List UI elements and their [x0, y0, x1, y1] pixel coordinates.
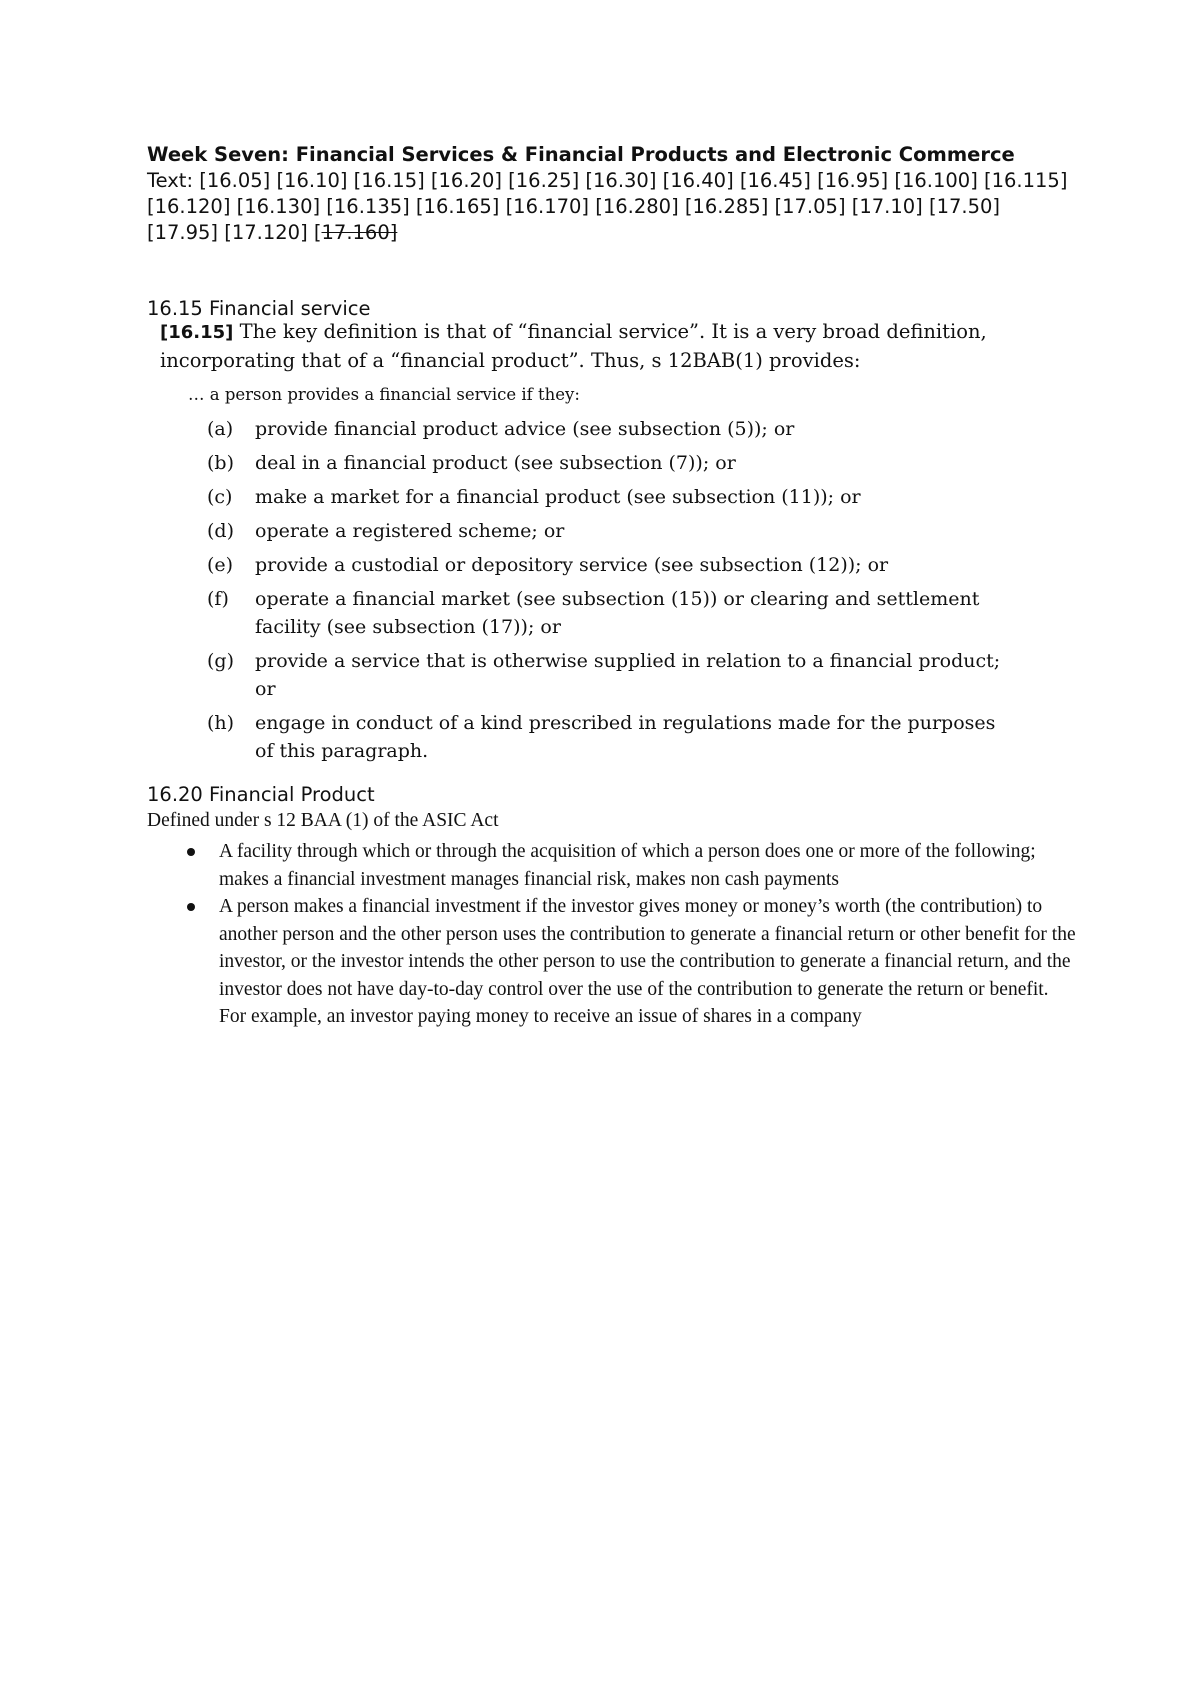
excerpt-lead-line: … a person provides a financial service if they:	[188, 385, 580, 404]
clause-text: deal in a financial product (see subsection (7)); or	[255, 452, 736, 474]
clause-item	[207, 517, 1060, 545]
clause-marker: (d)	[207, 520, 234, 542]
text-references	[147, 168, 1077, 246]
bullet-icon	[187, 903, 195, 911]
clause-text: engage in conduct of a kind prescribed in regulations made for the purposes of this paragraph.	[255, 712, 996, 762]
document-header	[147, 142, 1077, 246]
clause-item	[207, 483, 1060, 511]
excerpt-intro	[160, 318, 1040, 375]
clause-marker: (b)	[207, 452, 234, 474]
bullet-icon	[187, 848, 195, 856]
bullet-list	[147, 838, 1077, 1031]
excerpt-intro-text: The key definition is that of “financial service”. It is a very broad definition, incorporating that of a “financial product”. Thus, s 12BAB(1) provides:	[160, 320, 987, 372]
bullet-item	[147, 838, 1077, 893]
clause-text: provide financial product advice (see subsection (5)); or	[255, 418, 795, 440]
quoted-definition-excerpt	[160, 318, 1060, 771]
clause-item	[207, 415, 1060, 443]
clause-item	[207, 449, 1060, 477]
clause-text: provide a custodial or depository service (see subsection (12)); or	[255, 554, 889, 576]
bullet-text: A facility through which or through the acquisition of which a person does one or more of the following; makes a financial investment manages financial risk, makes non cash payments	[219, 841, 1036, 890]
clause-marker: (h)	[207, 712, 235, 734]
clause-item	[207, 551, 1060, 579]
clause-marker: (e)	[207, 554, 234, 576]
clause-text: operate a registered scheme; or	[255, 520, 565, 542]
section-heading-financial-service: 16.15 Financial service	[147, 297, 371, 320]
clause-item	[207, 585, 1060, 641]
struck-reference: 17.160]	[321, 221, 398, 244]
paragraph-reference: [16.15]	[160, 322, 234, 343]
text-references-list: Text: [16.05] [16.10] [16.15] [16.20] [16.25] [16.30] [16.40] [16.45] [16.95] [16.100] [16.115] [16.120] [16.130] [16.135] [16.165] [16.170] [16.280] [16.285] [17.05] [17.10] [17.50] [17.95] [17.120] [	[147, 169, 1068, 244]
bullet-item	[147, 893, 1077, 1031]
clause-text: make a market for a financial product (see subsection (11)); or	[255, 486, 861, 508]
clause-text: provide a service that is otherwise supplied in relation to a financial product; or	[255, 650, 1001, 700]
bullet-text: A person makes a financial investment if the investor gives money or money’s worth (the contribution) to another person and the other person uses the contribution to generate a financial return or other benefit for the investor, or the investor intends the other person to use the contribution to generate a financial return, and the investor does not have day-to-day control over the use of the contribution to generate the return or benefit. For example, an investor paying money to receive an issue of shares in a company	[219, 896, 1076, 1027]
definition-source-line: Defined under s 12 BAA (1) of the ASIC Act	[147, 810, 499, 831]
clause-marker: (a)	[207, 418, 234, 440]
document-title: Week Seven: Financial Services & Financial Products and Electronic Commerce	[147, 143, 1015, 166]
clause-marker: (g)	[207, 650, 234, 672]
section-heading-financial-product: 16.20 Financial Product	[147, 783, 375, 806]
clause-item	[207, 709, 1060, 765]
clause-marker: (f)	[207, 588, 229, 610]
clause-text: operate a financial market (see subsection (15)) or clearing and settlement facility (see subsection (17)); or	[255, 588, 980, 638]
clause-item	[207, 647, 1060, 703]
clause-list	[207, 415, 1060, 765]
clause-marker: (c)	[207, 486, 233, 508]
